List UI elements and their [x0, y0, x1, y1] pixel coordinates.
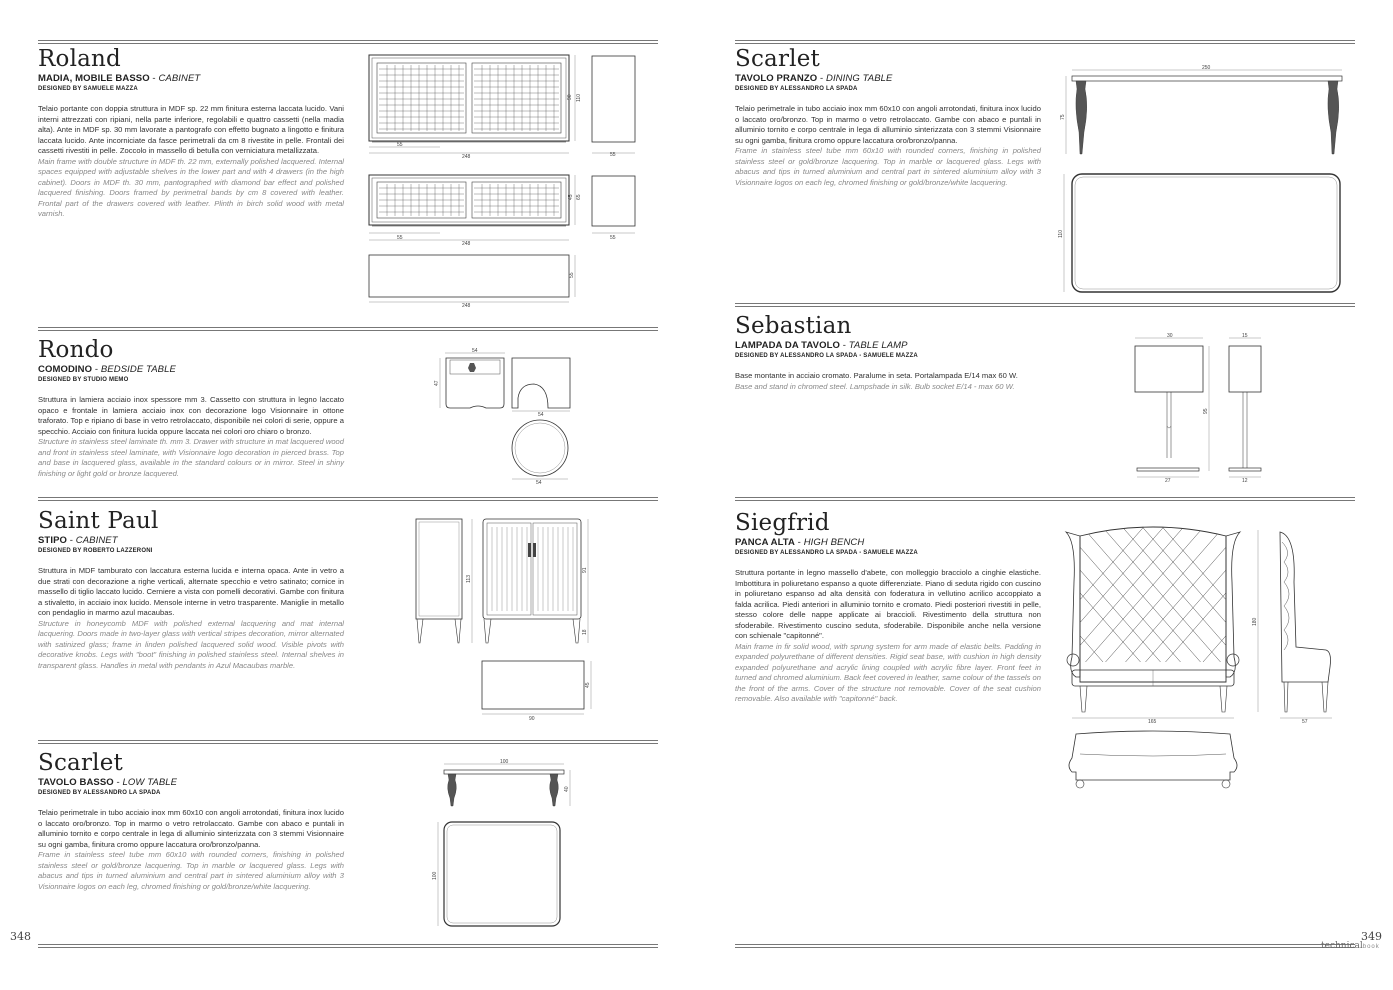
description-italian: Telaio portante con doppia struttura in MDF sp. 22 mm finitura esterna laccata lucido. Vani interni attrezzati con ripiani, nella parte inferiore, regolabili e quattro cassetti (nella madia alta). Ante in MDF sp. 30 mm lavorate a pantografo con effetto bugnato a lingotto e finitura laccata lucido. Ante incorniciate da fasce perimetrali da cm 8 rivestite in pelle. Frontali dei cassetti rivestiti in pelle. Zoccolo in massello di betulla con verniciatura metallizzata.: [38, 104, 344, 155]
product-designer: DESIGNED BY SAMUELE MAZZA: [38, 86, 138, 92]
dim-label: 165: [1148, 719, 1157, 725]
dim-label: 55: [397, 235, 403, 241]
product-rondo: [38, 337, 344, 479]
dim-label: 55: [397, 142, 403, 148]
description-italian: Struttura in MDF tamburato con laccatura esterna lucida e interna opaca. Ante in vetro a due strati con decorazione a righe verticali, alternate specchio e vetro satinato; cornice in massello di tiglio laccato lucido. Cerniere a vista con pomelli decorativi. Gambe con finitura a stivaletto, in acciaio inox lucido. Mensole interne in vetro trasparente. Maniglie in metallo con pendaglio in marmo azul macaubas.: [38, 566, 344, 617]
product-title: Roland: [38, 46, 121, 72]
description-english: Base and stand in chromed steel. Lampshade in silk. Bulb socket E/14 - max 60 W.: [735, 381, 1015, 391]
product-subtitle: STIPO - CABINET: [38, 535, 118, 546]
dim-label: 65: [576, 194, 582, 200]
description-italian: Telaio perimetrale in tubo acciaio inox mm 60x10 con angoli arrotondati, finitura inox lucido o laccato oro/bronzo. Top in marmo o vetro retrolaccato. Gambe con abaco e puntali in alluminio tornito e corpo centrale in lega di alluminio sinterizzata con 3 stemmi Visionnaire su ogni gamba, finitura cromo oppure laccatura oro/bronzo/panna.: [38, 808, 344, 849]
siegfrid-technical-drawing: [1058, 522, 1348, 798]
product-subtitle: LAMPADA DA TAVOLO - TABLE LAMP: [735, 340, 908, 351]
page-number-left: 348: [10, 930, 31, 943]
scarlet-low-technical-drawing: [430, 756, 580, 931]
roland-technical-drawing: [362, 50, 652, 312]
product-title: Sebastian: [735, 313, 852, 339]
dim-label: 91: [582, 567, 588, 573]
divider-rule: [38, 497, 658, 501]
product-scarlet-dining-table: [735, 46, 1041, 188]
dim-label: 15: [1242, 333, 1248, 339]
dim-label: 100: [432, 871, 438, 880]
description-english: Frame in stainless steel tube mm 60x10 with rounded corners, finishing in polished stainless steel or gold/bronze lacquering. Top in marble or lacquered glass. Legs with abacus and tips in turned aluminium and central part in sintered aluminium alloy with 3 Visionnaire logos on each leg, chromed finishing or gold/bronze/white lacquering.: [38, 850, 344, 891]
page-number-right: 349: [1361, 930, 1382, 943]
product-subtitle: PANCA ALTA - HIGH BENCH: [735, 537, 865, 548]
dim-label: 18: [582, 629, 588, 635]
description-italian: Telaio perimetrale in tubo acciaio inox mm 60x10 con angoli arrotondati, finitura inox lucido o laccato oro/bronzo. Top in marmo o vetro retrolaccato. Gambe con abaco e puntali in alluminio tornito e corpo centrale in lega di alluminio sinterizzata con 3 stemmi Visionnaire su ogni gamba, finitura cromo oppure laccatura oro/bronzo/panna.: [735, 104, 1041, 145]
product-scarlet-low-table: [38, 750, 344, 892]
description-english: Structure in honeycomb MDF with polished external lacquering and mat internal lacquering. Doors made in two-layer glass with vertical stripes decoration, mirror alternated with satinized glass; frame in linden polished lacquered solid wood. Visible pivots with decorative knobs. Legs with "boot" finishing in polished stainless steel. Internal shelves in transparent glass. Handles in metal with pendants in Azul Macaubas marble.: [38, 618, 344, 670]
dim-label: 12: [1242, 478, 1248, 484]
dim-label: 248: [462, 154, 471, 160]
product-designer: DESIGNED BY ALESSANDRO LA SPADA: [735, 86, 858, 92]
dim-label: 27: [1165, 478, 1171, 484]
divider-rule: [38, 327, 658, 331]
top-rule-left: [38, 40, 658, 44]
dim-label: 55: [610, 152, 616, 158]
product-saint-paul: [38, 508, 344, 671]
description-english: Main frame in fir solid wood, with sprung system for arm made of elastic belts. Padding in expanded polyurethane of different densities. Rigid seat base, with cushion in high density expanded polyurethane and acrylic lining coupled with acrylic fibre layer. Front feet in turned and chromed aluminium. Back feet covered in leather, same colour of the tassels on the front of the arms. Cover of the structure not removable. Cover of the seat cushion removable. Also available with "capitonné" back.: [735, 641, 1041, 703]
dim-label: 45: [585, 682, 591, 688]
description-italian: Struttura in lamiera acciaio inox spessore mm 3. Cassetto con struttura in legno laccato opaco e frontale in lamiera acciaio inox con decorazione logo Visionnaire in ottone traforato. Top e ripiano di base in vetro retrolaccato, disponibile nei colori di serie, oppure a specchio. Acciaio con finitura lucida oppure laccata nei colori oro chiaro o bronzo.: [38, 395, 344, 436]
dim-label: 110: [576, 94, 582, 102]
product-subtitle: TAVOLO BASSO - LOW TABLE: [38, 777, 178, 788]
product-title: Scarlet: [735, 46, 820, 72]
dim-label: 180: [1252, 617, 1258, 626]
product-title: Rondo: [38, 337, 114, 363]
product-subtitle: TAVOLO PRANZO - DINING TABLE: [735, 73, 893, 84]
dim-label: 47: [434, 380, 440, 386]
dim-label: 95: [1203, 408, 1209, 414]
dim-label: 100: [500, 759, 509, 765]
product-sebastian: [735, 313, 1041, 392]
dim-label: 54: [472, 348, 478, 354]
description-english: Structure in stainless steel laminate th. mm 3. Drawer with structure in mat lacquered wood and front in stainless steel laminate, with Visionnaire logo decoration in pierced brass. Top and base in lacquered glass, available in the standard colours or in mirror. Steel in shiny finishing or light gold or bronze lacquered.: [38, 437, 344, 478]
sebastian-technical-drawing: [1125, 330, 1275, 485]
dim-label: 248: [462, 241, 471, 247]
product-siegfrid: [735, 510, 1041, 705]
dim-label: 55: [569, 272, 575, 278]
dim-label: 30: [1167, 333, 1173, 339]
divider-rule: [735, 497, 1355, 501]
divider-rule: [38, 740, 658, 744]
technical-book-logo: technicalbook: [1321, 941, 1380, 951]
product-designer: DESIGNED BY ROBERTO LAZZERONI: [38, 548, 153, 554]
dim-label: 40: [564, 786, 570, 792]
dim-label: 90: [567, 94, 573, 100]
product-title: Scarlet: [38, 750, 123, 776]
description-english: Frame in stainless steel tube mm 60x10 with rounded corners, finishing in polished stainless steel or gold/bronze lacquering. Top in marble or lacquered glass. Legs with abacus and tips in turned aluminium and central part in sintered aluminium alloy with 3 Visionnaire logos on each leg, chromed finishing or gold/bronze/white lacquering.: [735, 146, 1041, 187]
dim-label: 250: [1202, 65, 1211, 71]
dim-label: 75: [1060, 114, 1066, 120]
description-italian: Struttura portante in legno massello d'abete, con molleggio bracciolo a cinghie elastiche. Imbottitura in poliuretano espanso a quote differenziate. Piano di seduta rigido con cuscino in poliuretano espanso ad alta densità con foderatura in vellutino acrilico accoppiato a falda acrilica. Piedi anteriori in alluminio tornito e cromato. Piedi posteriori rivestiti in pelle, stesso colore delle nappe applicate ai braccioli. Rivestimento della struttura non sfoderabile. Rivestimento cuscino seduta, sfoderabile. Disponibile anche nella versione con schienale "capitonné".: [735, 568, 1041, 640]
description-italian: Base montante in acciaio cromato. Paralume in seta. Portalampada E/14 max 60 W.: [735, 371, 1018, 380]
product-subtitle: MADIA, MOBILE BASSO - CABINET: [38, 73, 201, 84]
product-title: Siegfrid: [735, 510, 830, 536]
dim-label: 248: [462, 303, 471, 309]
dim-label: 45: [568, 194, 574, 200]
dim-label: 54: [536, 480, 542, 486]
dim-label: 110: [1058, 230, 1064, 238]
rondo-technical-drawing: [430, 346, 580, 486]
dim-label: 55: [610, 235, 616, 241]
bottom-rule-right: [735, 944, 1355, 948]
dim-label: 113: [466, 575, 472, 583]
description-english: Main frame with double structure in MDF th. 22 mm, externally polished lacquered. Internal spaces equipped with adjustable shelves in the lower part and with 4 drawers (in the high cabinet). Doors in MDF th. 30 mm, pantographed with diamond bar effect and polished lacquered finishing. Doors framed by perimetral bands by cm 8 covered with leather. Frontal part of the drawers covered with leather. Plinth in birch solid wood with metal varnish.: [38, 156, 344, 218]
dim-label: 57: [1302, 719, 1308, 725]
dim-label: 54: [538, 412, 544, 418]
product-designer: DESIGNED BY ALESSANDRO LA SPADA - SAMUELE MAZZA: [735, 550, 918, 556]
divider-rule: [735, 303, 1355, 307]
top-rule-right: [735, 40, 1355, 44]
dim-label: 90: [529, 716, 535, 722]
saint-paul-technical-drawing: [408, 515, 598, 725]
scarlet-dining-technical-drawing: [1052, 62, 1352, 298]
product-designer: DESIGNED BY ALESSANDRO LA SPADA - SAMUELE MAZZA: [735, 353, 918, 359]
product-subtitle: COMODINO - BEDSIDE TABLE: [38, 364, 176, 375]
bottom-rule-left: [38, 944, 658, 948]
product-designer: DESIGNED BY STUDIO MEMO: [38, 377, 129, 383]
product-title: Saint Paul: [38, 508, 159, 534]
product-designer: DESIGNED BY ALESSANDRO LA SPADA: [38, 790, 161, 796]
product-roland: [38, 46, 344, 220]
